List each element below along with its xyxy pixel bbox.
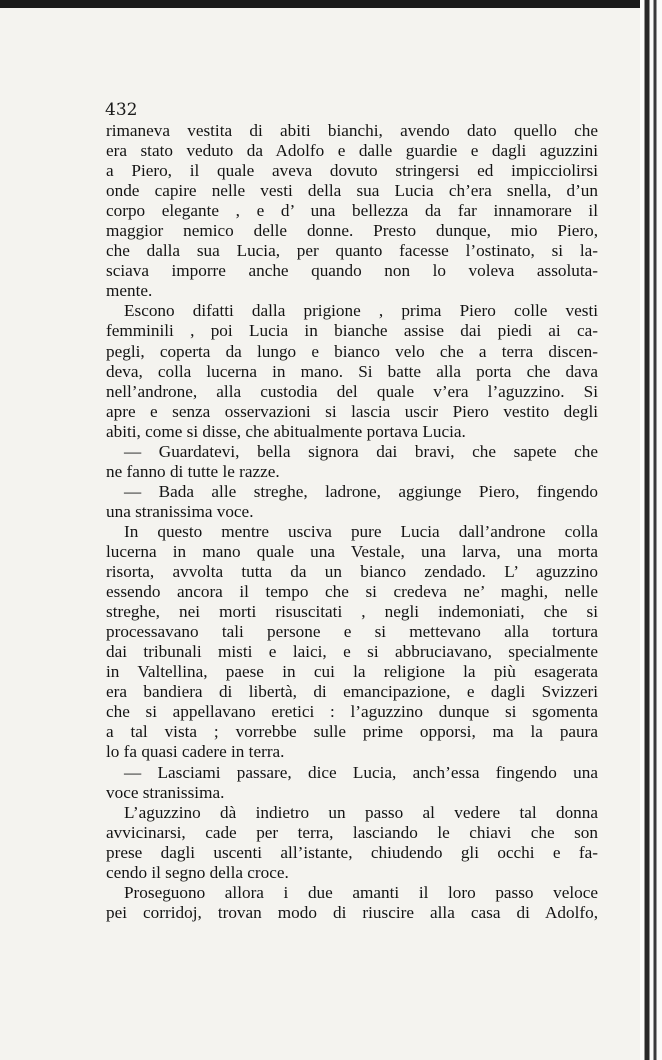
text-line: lucerna in mano quale una Vestale, una larva, una morta: [106, 541, 598, 561]
text-line: a Piero, il quale aveva dovuto stringersi ed impicciolirsi: [106, 161, 598, 181]
text-line: mente.: [106, 281, 153, 301]
text-line: era bandiera di libertà, di emancipazione, e dagli Svizzeri: [106, 682, 598, 702]
text-line: sciava imporre anche quando non lo voleva assoluta-: [106, 261, 598, 281]
text-line: Escono difatti dalla prigione , prima Piero colle vesti: [124, 301, 598, 321]
text-line: era stato veduto da Adolfo e dalle guardie e dagli aguzzini: [106, 141, 598, 161]
text-line: risorta, avvolta tutta da un bianco zendado. L’ aguzzino: [106, 562, 598, 582]
text-line: in Valtellina, paese in cui la religione la più esagerata: [106, 662, 598, 682]
text-line: che dalla sua Lucia, per quanto facesse l’ostinato, si la-: [106, 241, 598, 261]
text-line: dai tribunali misti e laici, e si abbruciavano, specialmente: [106, 642, 598, 662]
text-line: In questo mentre usciva pure Lucia dall’androne colla: [124, 521, 598, 541]
text-line: rimaneva vestita di abiti bianchi, avendo dato quello che: [106, 121, 598, 140]
text-line: — Bada alle streghe, ladrone, aggiunge Piero, fingendo: [124, 481, 598, 501]
page-right-edge: [640, 0, 662, 1060]
text-line: essendo ancora il tempo che si credeva ne’ maghi, nelle: [106, 582, 598, 602]
text-line: a tal vista ; vorrebbe sulle prime opporsi, ma la paura: [106, 722, 598, 742]
text-line: — Lasciami passare, dice Lucia, anch’essa fingendo una: [124, 762, 598, 782]
text-line: apre e senza osservazioni si lascia uscir Piero vestito degli: [106, 401, 598, 421]
text-line: streghe, nei morti risuscitati , negli indemoniati, che si: [106, 602, 598, 622]
text-line: nell’androne, alla custodia del quale v’era l’aguzzino. Si: [106, 381, 598, 401]
text-line: lo fa quasi cadere in terra.: [106, 742, 285, 762]
body-text: [106, 121, 598, 923]
text-line: L’aguzzino dà indietro un passo al vedere tal donna: [124, 802, 598, 822]
text-line: onde capire nelle vesti della sua Lucia ch’era snella, d’un: [106, 181, 598, 201]
text-line: una stranissima voce.: [106, 501, 254, 521]
text-line: corpo elegante , e d’ una bellezza da far innamorare il: [106, 201, 598, 221]
text-line: femminili , poi Lucia in bianche assise dai piedi ai ca-: [106, 321, 598, 341]
top-scan-edge: [0, 0, 640, 8]
page-number: 432: [105, 100, 138, 120]
text-line: processavano tali persone e si mettevano alla tortura: [106, 622, 598, 642]
text-line: pei corridoj, trovan modo di riuscire alla casa di Adolfo,: [106, 902, 598, 922]
text-line: cendo il segno della croce.: [106, 862, 289, 882]
text-line: ne fanno di tutte le razze.: [106, 461, 280, 481]
text-line: maggior nemico delle donne. Presto dunque, mio Piero,: [106, 221, 598, 241]
text-line: deva, colla lucerna in mano. Si batte alla porta che dava: [106, 361, 598, 381]
text-line: pegli, coperta da lungo e bianco velo che a terra discen-: [106, 341, 598, 361]
text-line: prese dagli uscenti all’istante, chiudendo gli occhi e fa-: [106, 842, 598, 862]
text-line: voce stranissima.: [106, 782, 225, 802]
text-line: che si appellavano eretici : l’aguzzino dunque si sgomenta: [106, 702, 598, 722]
text-line: — Guardatevi, bella signora dai bravi, che sapete che: [124, 441, 598, 461]
text-line: Proseguono allora i due amanti il loro passo veloce: [124, 882, 598, 902]
text-line: abiti, come si disse, che abitualmente portava Lucia.: [106, 421, 466, 441]
text-line: avvicinarsi, cade per terra, lasciando le chiavi che son: [106, 822, 598, 842]
